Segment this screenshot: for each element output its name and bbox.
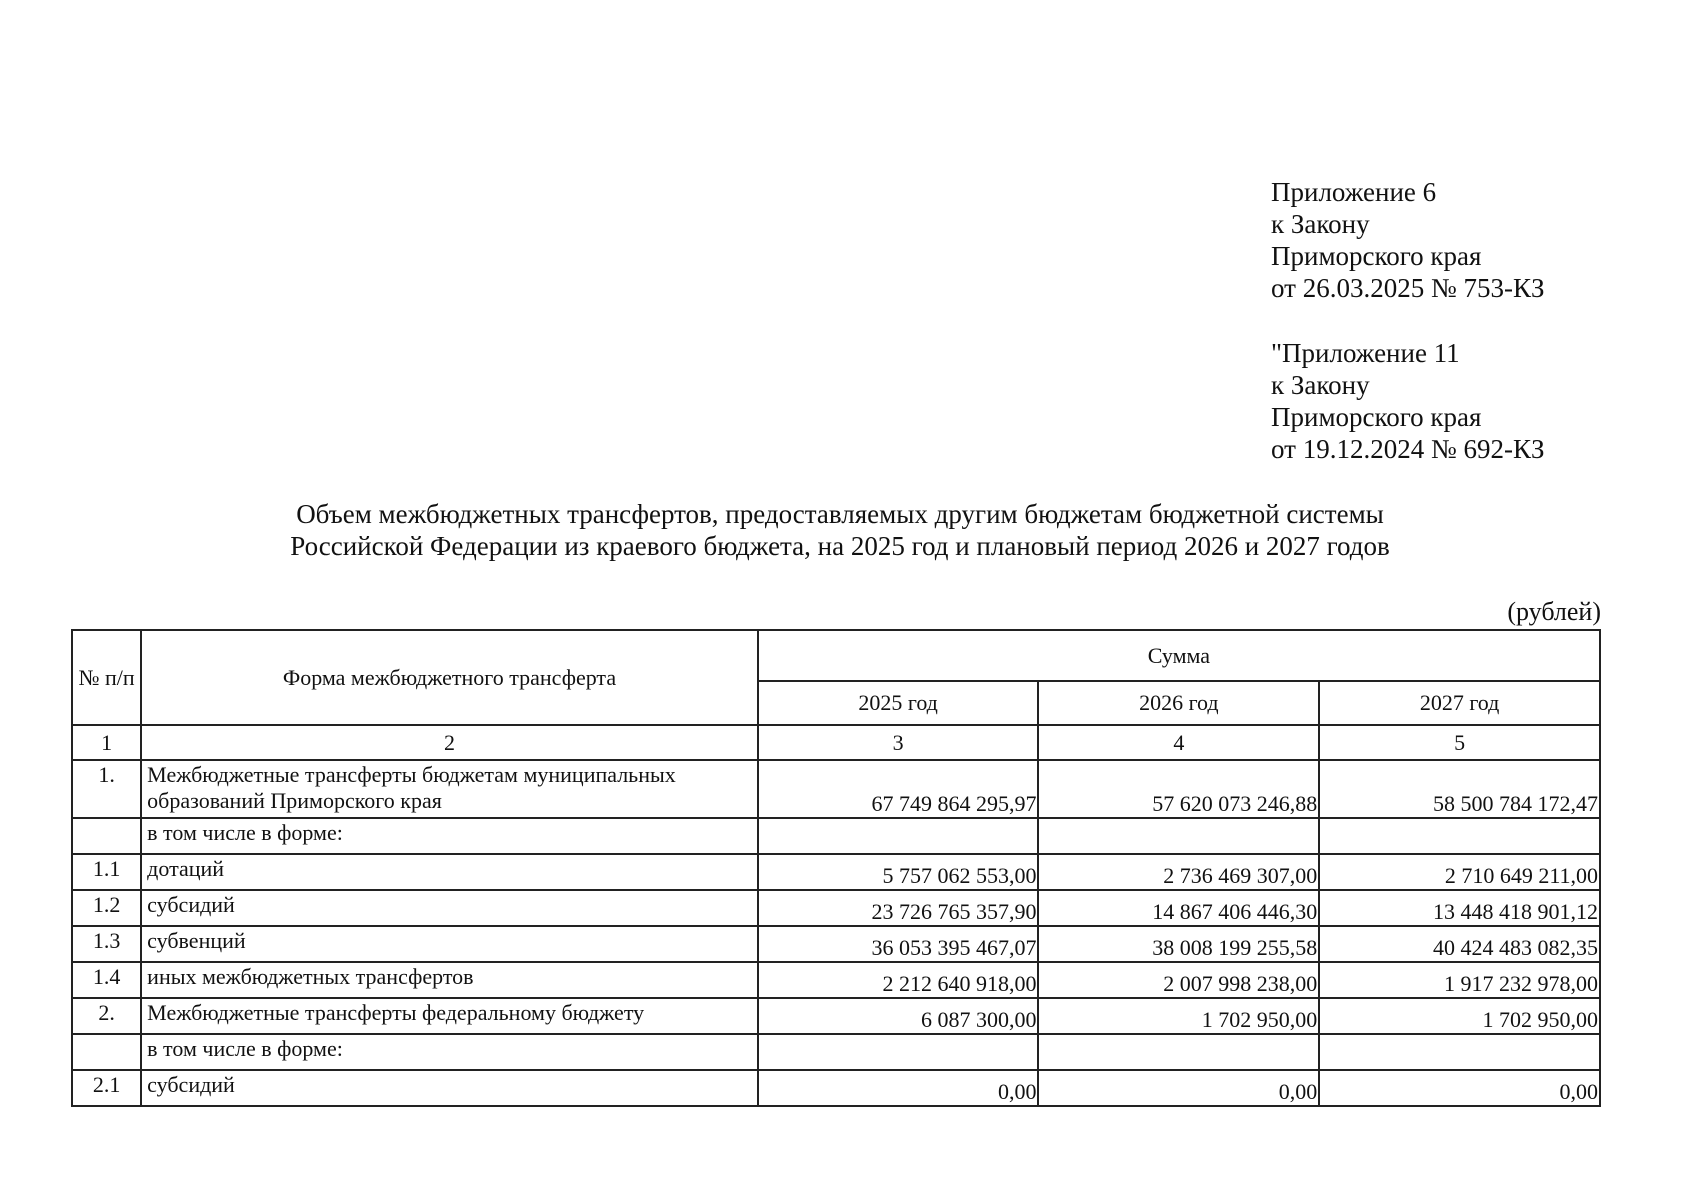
amount-2026: 0,00	[1038, 1070, 1319, 1106]
appendix-11-line: к Закону	[1271, 370, 1370, 400]
row-number: 1.	[72, 760, 141, 818]
amount-2027: 2 710 649 211,00	[1319, 854, 1600, 890]
amount-2026: 1 702 950,00	[1038, 998, 1319, 1034]
row-label: субсидий	[141, 890, 758, 926]
amount-2025: 2 212 640 918,00	[758, 962, 1039, 998]
header-year-2026: 2026 год	[1038, 681, 1319, 725]
column-index: 5	[1319, 725, 1600, 760]
table-row	[72, 890, 1600, 926]
amount-2027: 58 500 784 172,47	[1319, 760, 1600, 818]
appendix-11-line: "Приложение 11	[1271, 338, 1460, 368]
header-num: № п/п	[72, 630, 141, 725]
table-row	[72, 962, 1600, 998]
row-label: в том числе в форме:	[141, 1034, 758, 1070]
amount-2025: 67 749 864 295,97	[758, 760, 1039, 818]
amount-2026: 2 007 998 238,00	[1038, 962, 1319, 998]
column-index-row	[72, 725, 1600, 760]
header-form: Форма межбюджетного трансферта	[141, 630, 758, 725]
column-index: 3	[758, 725, 1039, 760]
row-label: в том числе в форме:	[141, 818, 758, 854]
row-number: 2.1	[72, 1070, 141, 1106]
units-label: (рублей)	[1507, 597, 1601, 626]
amount-2026	[1038, 1034, 1319, 1070]
table-row	[72, 818, 1600, 854]
appendix-6-header	[1271, 176, 1544, 304]
amount-2025: 5 757 062 553,00	[758, 854, 1039, 890]
row-number: 1.1	[72, 854, 141, 890]
row-label: Межбюджетные трансферты федеральному бюджету	[141, 998, 758, 1034]
row-label-line: Межбюджетные трансферты бюджетам муниципальных	[147, 762, 676, 787]
column-index: 2	[141, 725, 758, 760]
amount-2025	[758, 1034, 1039, 1070]
row-number	[72, 818, 141, 854]
table-row	[72, 998, 1600, 1034]
row-label: субвенций	[141, 926, 758, 962]
row-label	[141, 760, 758, 818]
column-index: 4	[1038, 725, 1319, 760]
amount-2027	[1319, 1034, 1600, 1070]
amount-2027: 40 424 483 082,35	[1319, 926, 1600, 962]
row-label: дотаций	[141, 854, 758, 890]
appendix-6-line: от 26.03.2025 № 753-КЗ	[1271, 273, 1545, 303]
amount-2027: 0,00	[1319, 1070, 1600, 1106]
amount-2025: 6 087 300,00	[758, 998, 1039, 1034]
appendix-11-header	[1271, 337, 1544, 465]
appendix-11-line: от 19.12.2024 № 692-КЗ	[1271, 434, 1545, 464]
header-year-2027: 2027 год	[1319, 681, 1600, 725]
amount-2027: 1 702 950,00	[1319, 998, 1600, 1034]
document-title	[100, 498, 1580, 562]
row-label: субсидий	[141, 1070, 758, 1106]
table-row	[72, 1070, 1600, 1106]
amount-2025: 36 053 395 467,07	[758, 926, 1039, 962]
column-index: 1	[72, 725, 141, 760]
amount-2027: 1 917 232 978,00	[1319, 962, 1600, 998]
amount-2026	[1038, 818, 1319, 854]
appendix-11-line: Приморского края	[1271, 402, 1482, 432]
document-title-line: Российской Федерации из краевого бюджета, на 2025 год и плановый период 2026 и 2027 годов	[290, 531, 1390, 561]
amount-2027: 13 448 418 901,12	[1319, 890, 1600, 926]
table-row	[72, 1034, 1600, 1070]
amount-2027	[1319, 818, 1600, 854]
table-row	[72, 926, 1600, 962]
table-row	[72, 760, 1600, 818]
table-row	[72, 854, 1600, 890]
amount-2025: 23 726 765 357,90	[758, 890, 1039, 926]
row-number	[72, 1034, 141, 1070]
amount-2026: 14 867 406 446,30	[1038, 890, 1319, 926]
amount-2026: 57 620 073 246,88	[1038, 760, 1319, 818]
header-year-2025: 2025 год	[758, 681, 1039, 725]
amount-2025: 0,00	[758, 1070, 1039, 1106]
row-label: иных межбюджетных трансфертов	[141, 962, 758, 998]
row-label-line: образований Приморского края	[147, 788, 442, 813]
appendix-6-line: к Закону	[1271, 209, 1370, 239]
appendix-6-line: Приморского края	[1271, 241, 1482, 271]
document-title-line: Объем межбюджетных трансфертов, предоставляемых другим бюджетам бюджетной системы	[296, 499, 1384, 529]
amount-2025	[758, 818, 1039, 854]
row-number: 1.4	[72, 962, 141, 998]
row-number: 2.	[72, 998, 141, 1034]
row-number: 1.2	[72, 890, 141, 926]
appendix-6-line: Приложение 6	[1271, 177, 1437, 207]
amount-2026: 2 736 469 307,00	[1038, 854, 1319, 890]
amount-2026: 38 008 199 255,58	[1038, 926, 1319, 962]
header-sum: Сумма	[758, 630, 1600, 681]
transfers-table	[71, 629, 1601, 1107]
row-number: 1.3	[72, 926, 141, 962]
